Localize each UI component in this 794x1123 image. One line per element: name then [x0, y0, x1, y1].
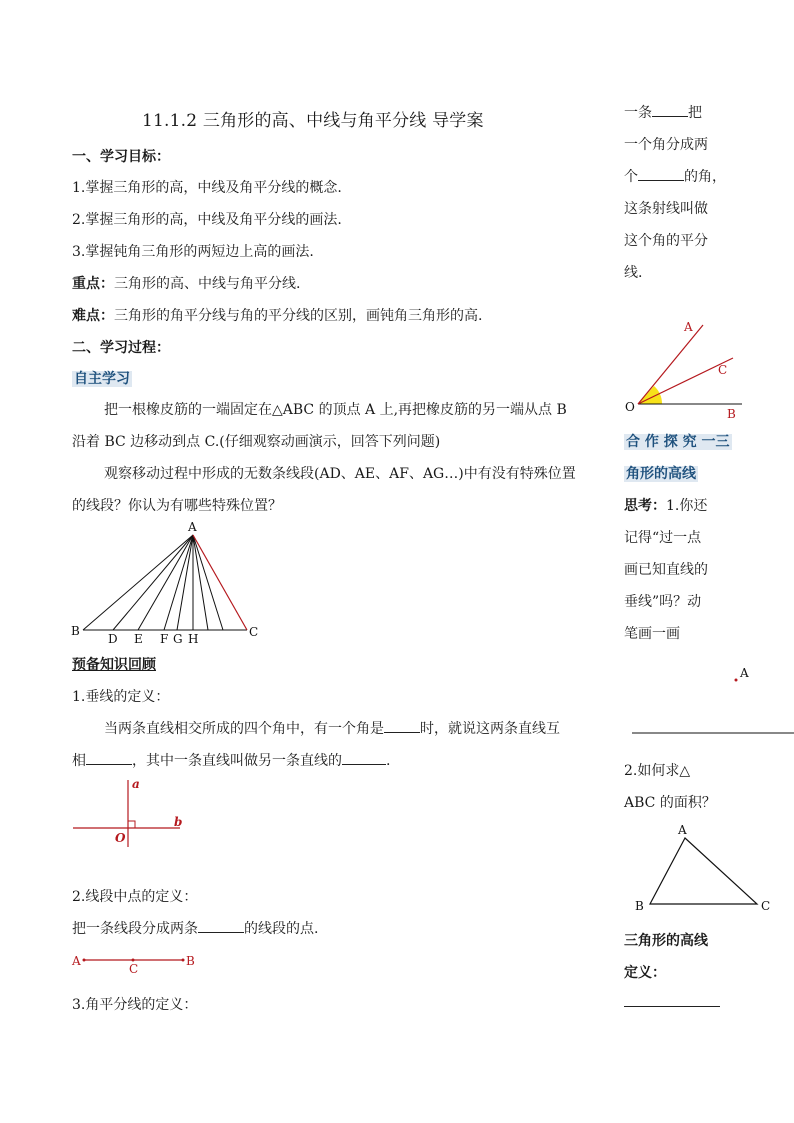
segment-ad — [113, 535, 193, 630]
goal-2: 2.掌握三角形的高，中线及角平分线的画法. — [72, 212, 342, 228]
segment-ab — [83, 535, 193, 630]
question-1: 1.垂线的定义： — [72, 689, 170, 705]
blank-equal-angle[interactable] — [638, 168, 684, 181]
label-d: D — [108, 632, 118, 646]
side-line-2: 一个角分成两 — [624, 137, 708, 153]
label-o: O — [625, 400, 635, 414]
self-study-label — [72, 368, 132, 388]
perpendicular-def-line1 — [104, 718, 560, 738]
point-line-figure — [628, 662, 794, 742]
right-angle-mark — [128, 821, 135, 828]
think-line-1 — [624, 495, 707, 515]
perpendicular-figure — [70, 775, 190, 850]
review-heading: 预备知识回顾 — [72, 657, 156, 673]
segment-aj — [193, 535, 223, 630]
blank-term[interactable] — [342, 752, 386, 765]
perp-text-a: 当两条直线相交所成的四个角中，有一个角是 — [104, 721, 384, 737]
perpendicular-def-line2 — [72, 750, 390, 770]
perp-text-e: . — [386, 753, 391, 769]
label-c: C — [129, 962, 139, 976]
triangle-abc-figure — [630, 822, 774, 914]
label-h: H — [188, 632, 199, 646]
side-text-a: 一条 — [624, 105, 652, 121]
ray-oa — [638, 325, 703, 404]
coop-heading-1 — [624, 431, 732, 451]
side-text-c: 个 — [624, 169, 638, 185]
self-study-tag: 自主学习 — [74, 371, 130, 387]
label-c: C — [718, 363, 728, 377]
label-a: A — [678, 823, 687, 837]
area-question-line1: 2.如何求△ — [624, 763, 691, 779]
label-a: A — [684, 320, 693, 334]
coop-heading-2 — [624, 463, 698, 483]
angle-bisector-figure — [620, 318, 750, 420]
side-line-6: 线. — [624, 265, 643, 281]
goals-heading: 一、学习目标： — [72, 149, 170, 165]
think-line-4: 垂线”吗？动 — [624, 594, 702, 610]
label-c: C — [249, 625, 259, 639]
label-c: C — [761, 899, 771, 913]
goal-1: 1.掌握三角形的高，中线及角平分线的概念. — [72, 180, 342, 196]
label-a: A — [188, 520, 197, 534]
label-a: A — [740, 666, 749, 680]
think-text-1: 1.你还 — [666, 498, 708, 514]
point-a — [735, 679, 738, 682]
side-text-d: 的角， — [684, 169, 726, 185]
difficulty-text: 三角形的角平分线与角的平分线的区别，画钝角三角形的高. — [114, 308, 483, 324]
triangle-abc — [650, 838, 757, 904]
altitude-def-label: 定义： — [624, 965, 666, 981]
side-line-3 — [624, 166, 726, 186]
side-line-1 — [624, 102, 702, 122]
label-b: B — [635, 899, 644, 913]
label-b: B — [727, 407, 736, 420]
coop-tag-2: 角形的高线 — [626, 466, 696, 482]
label-line-b: b — [174, 815, 183, 829]
para2-line1: 观察移动过程中形成的无数条线段(AD、AE、AF、AG…)中有没有特殊位置 — [104, 466, 576, 482]
blank-altitude-def[interactable] — [624, 1006, 720, 1007]
question-3: 3.角平分线的定义： — [72, 997, 198, 1013]
question-2: 2.线段中点的定义： — [72, 889, 198, 905]
point-b — [182, 959, 185, 962]
page-title: 11.1.2 三角形的高、中线与角平分线 导学案 — [142, 111, 484, 131]
para2-line2: 的线段？你认为有哪些特殊位置？ — [72, 498, 282, 514]
midpoint-text-a: 把一条线段分成两条 — [72, 921, 198, 937]
label-e: E — [134, 632, 143, 646]
point-a — [83, 959, 86, 962]
side-text-b: 把 — [688, 105, 702, 121]
para1-line2: 沿着 BC 边移动到点 C.(仔细观察动画演示，回答下列问题) — [72, 434, 441, 450]
label-g: G — [173, 632, 183, 646]
blank-angle[interactable] — [384, 720, 420, 733]
think-line-2: 记得“过一点 — [624, 530, 702, 546]
think-label: 思考： — [624, 498, 666, 514]
label-o: O — [115, 831, 126, 845]
midpoint-text-b: 的线段的点. — [244, 921, 319, 937]
midpoint-def — [72, 918, 318, 938]
altitude-def-heading: 三角形的高线 — [624, 933, 708, 949]
perp-text-b: 时，就说这两条直线互 — [420, 721, 560, 737]
triangle-segments-figure — [68, 518, 268, 648]
difficult-point — [72, 305, 482, 325]
label-b: B — [186, 954, 195, 968]
think-line-3: 画已知直线的 — [624, 562, 708, 578]
segment-af — [164, 535, 193, 630]
process-heading: 二、学习过程： — [72, 340, 170, 356]
label-line-a: a — [132, 777, 140, 791]
perp-text-c: 相 — [72, 753, 86, 769]
label-f: F — [160, 632, 169, 646]
think-line-5: 笔画一画 — [624, 626, 680, 642]
coop-tag-1: 合 作 探 究 一三 — [626, 434, 730, 450]
side-line-5: 这个角的平分 — [624, 233, 708, 249]
midpoint-figure — [70, 948, 200, 976]
key-text: 三角形的高、中线与角平分线. — [114, 276, 301, 292]
side-line-4: 这条射线叫做 — [624, 201, 708, 217]
goal-3: 3.掌握钝角三角形的两短边上高的画法. — [72, 244, 314, 260]
area-question-line2: ABC 的面积？ — [624, 795, 716, 811]
key-label: 重点： — [72, 276, 114, 292]
difficulty-label: 难点： — [72, 308, 114, 324]
label-b: B — [71, 624, 80, 638]
segment-ac — [193, 535, 247, 630]
blank-ray[interactable] — [652, 104, 688, 117]
blank-equal[interactable] — [198, 920, 244, 933]
blank-relation[interactable] — [86, 752, 132, 765]
label-a: A — [72, 954, 81, 968]
perp-text-d: ，其中一条直线叫做另一条直线的 — [132, 753, 342, 769]
para1-line1: 把一根橡皮筋的一端固定在△ABC 的顶点 A 上,再把橡皮筋的另一端从点 B — [104, 402, 567, 418]
key-point — [72, 273, 300, 293]
